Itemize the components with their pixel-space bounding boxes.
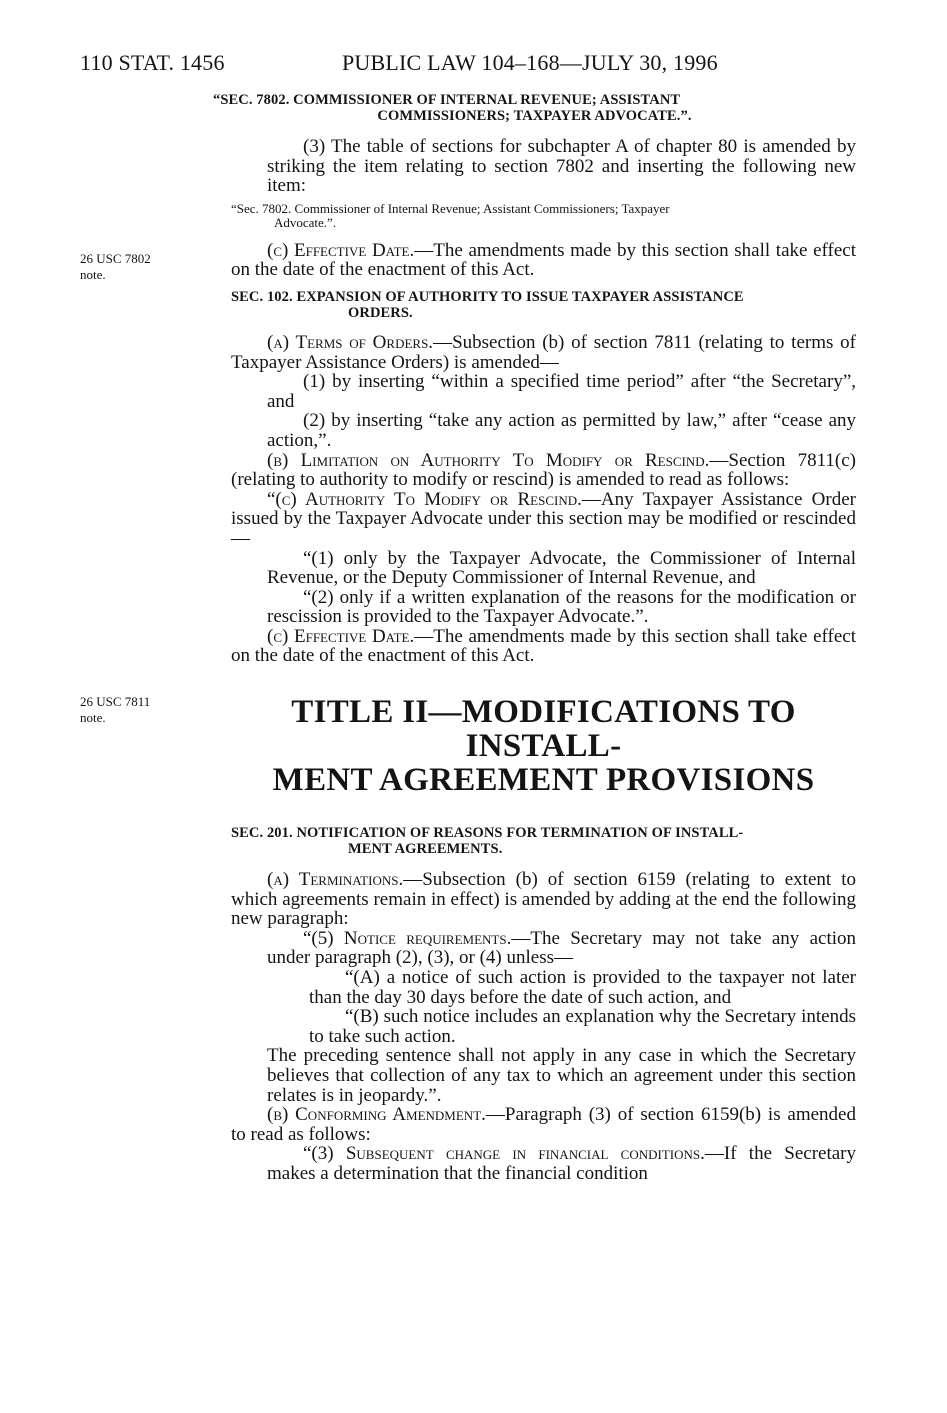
quoted-item-2: “(2) only if a written explanation of the reasons for the modification or rescission is provided to the Taxpayer Advocate.”. <box>267 586 856 628</box>
notice-item-a: “(A) a notice of such action is provided to the taxpayer not later than the day 30 days before the date of such action, and <box>309 967 856 1008</box>
notice-item-b: “(B) such notice includes an explanation why the Secretary intends to take such action. <box>309 1006 856 1047</box>
paragraph-3: (3) The table of sections for subchapter A of chapter 80 is amended by striking the item relating to section 7802 and inserting the following new item: <box>267 136 856 197</box>
effective-date-1: (c) Effective Date.—The amendments made by this section shall take effect on the date of the enactment of this Act. <box>231 239 857 281</box>
document-body <box>213 92 857 1184</box>
effective-date-2: (c) Effective Date.—The amendments made by this section shall take effect on the date of the enactment of this Act. <box>231 625 857 667</box>
table-of-sections-item: “Sec. 7802. Commissioner of Internal Revenue; Assistant Commissioners; Taxpayer Advocate.”. <box>231 200 670 230</box>
margin-note-citation: 26 USC 7811 <box>80 694 151 709</box>
margin-note-label: note. <box>80 710 106 725</box>
page-title: PUBLIC LAW 104–168—JULY 30, 1996 <box>342 50 718 75</box>
title-ii-heading: TITLE II—MODIFICATIONS TO INSTALL- MENT AGREEMENT PROVISIONS <box>272 694 815 799</box>
margin-note-label: note. <box>80 267 106 282</box>
section-102-heading: SEC. 102. EXPANSION OF AUTHORITY TO ISSUE TAXPAYER ASSISTANCE ORDERS. <box>231 288 744 321</box>
quoted-item-1: “(1) only by the Taxpayer Advocate, the Commissioner of Internal Revenue, or the Deputy Commissioner of Internal Revenue, and <box>267 547 856 589</box>
limitation-on-authority: (b) Limitation on Authority To Modify or Rescind.—Section 7811(c) (relating to authority to modify or rescind) is amended to read as follows: <box>231 449 856 491</box>
preceding-sentence: The preceding sentence shall not apply in any case in which the Secretary believes that collection of any tax to which an agreement under this section relates is in jeopardy.”. <box>267 1045 856 1106</box>
quoted-subsection-c: “(c) Authority To Modify or Rescind.—Any Taxpayer Assistance Order issued by the Taxpayer Advocate under this section may be modified or rescinded— <box>231 488 856 549</box>
conforming-amendment: (b) Conforming Amendment.—Paragraph (3) of section 6159(b) is amended to read as follows: <box>231 1104 856 1145</box>
statute-reference: 110 STAT. 1456 <box>80 50 225 75</box>
margin-note-7802 <box>80 251 200 283</box>
terminations: (a) Terminations.—Subsection (b) of section 6159 (relating to extent to which agreements remain in effect) is amended by adding at the end the following new paragraph: <box>231 869 856 930</box>
amendment-item-1: (1) by inserting “within a specified time period” after “the Secretary”, and <box>267 371 856 412</box>
margin-note-citation: 26 USC 7802 <box>80 251 151 266</box>
terms-of-orders: (a) Terms of Orders.—Subsection (b) of section 7811 (relating to terms of Taxpayer Assistance Orders) is amended— <box>231 331 857 373</box>
quoted-section-heading: “SEC. 7802. COMMISSIONER OF INTERNAL REVENUE; ASSISTANT COMMISSIONERS; TAXPAYER ADVOCATE.”. <box>213 92 692 124</box>
amendment-item-2: (2) by inserting “take any action as permitted by law,” after “cease any action,”. <box>267 410 856 451</box>
notice-requirements: “(5) Notice requirements.—The Secretary may not take any action under paragraph (2), (3), or (4) unless— <box>267 927 857 969</box>
margin-note-7811 <box>80 694 200 726</box>
subsequent-change: “(3) Subsequent change in financial conditions.—If the Secretary makes a determination that the financial condition <box>267 1143 856 1184</box>
section-201-heading: SEC. 201. NOTIFICATION OF REASONS FOR TERMINATION OF INSTALL- MENT AGREEMENTS. <box>231 825 744 858</box>
